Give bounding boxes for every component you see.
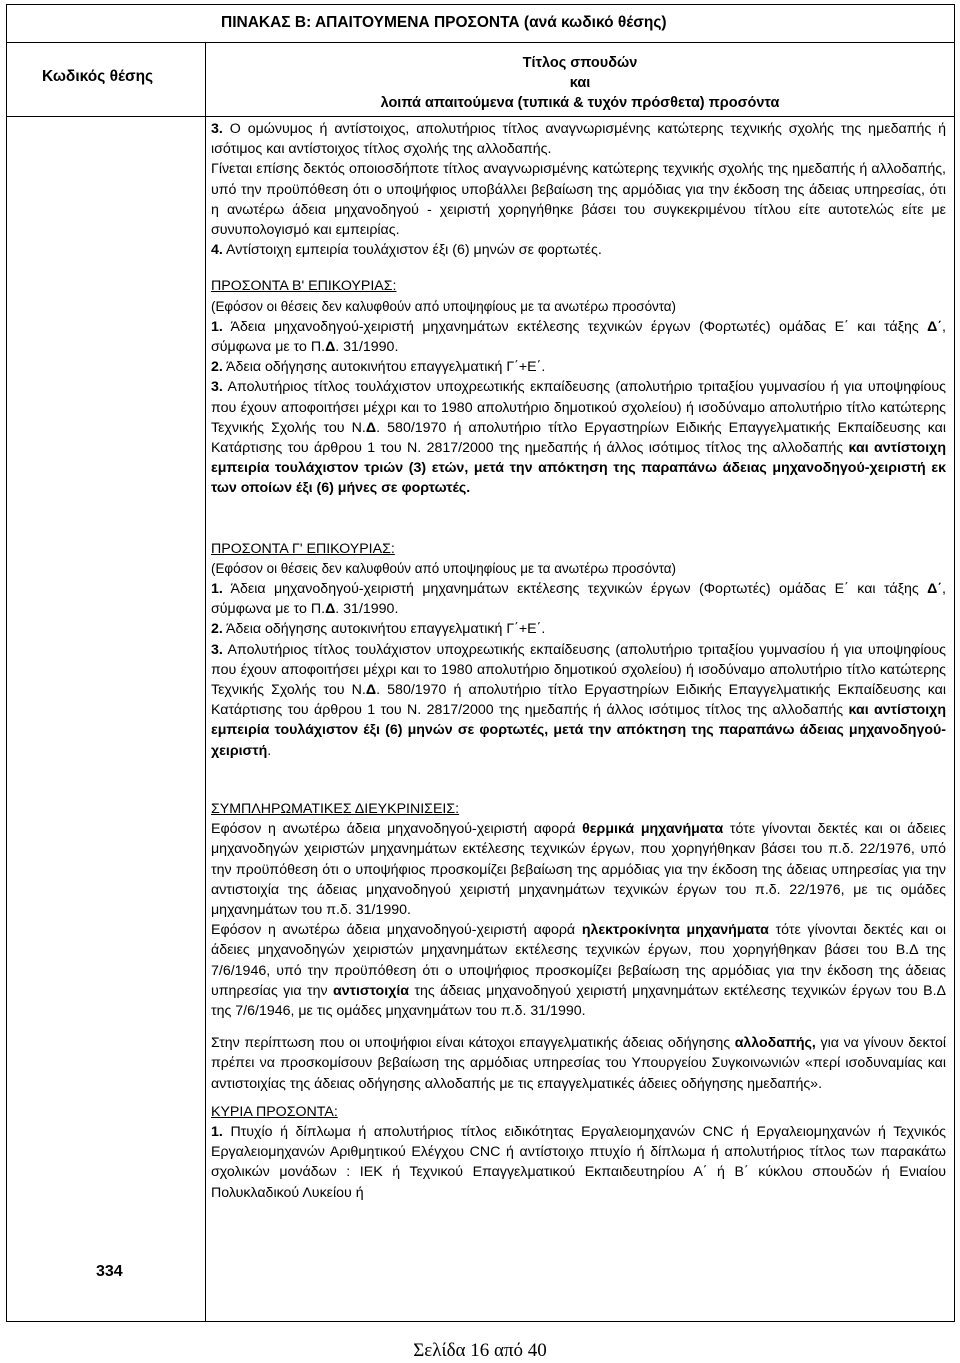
item-number: 3. (211, 379, 223, 396)
item-text: της άδειας μηχανοδηγού χειριστή μηχανημάτων εκτέλεσης τεχνικών έργων του Β.Δ της 7/6/1946, με τις ομάδες μηχανημάτων του π.δ. 31/1990. (211, 982, 946, 1019)
item-text: . (267, 742, 272, 759)
column-header-code: Κωδικός θέσης (42, 68, 154, 85)
requirements-text (211, 119, 946, 1203)
note-c: (Εφόσον οι θέσεις δεν καλυφθούν από υποψηφίους με τα ανωτέρω προσόντα) (211, 560, 677, 576)
item-number: 3. (211, 121, 223, 137)
page-label: Σελίδα (413, 1340, 466, 1361)
item-text: Εφόσον η ανωτέρω άδεια μηχανοδηγού-χειριστή αφορά (211, 922, 582, 939)
item-text-bold: Δ (325, 601, 336, 618)
heading-main-qualifications: ΚΥΡΙΑ ΠΡΟΣΟΝΤΑ: (211, 1103, 338, 1120)
item-text-bold: και αντίστοιχη εμπειρία τουλάχιστον έξι (6) μηνών σε φορτωτές, μετά την απόκτηση της παραπάνω άδειας μηχανοδηγού-χειριστή (211, 702, 946, 759)
k-item-1 (211, 1122, 946, 1203)
page-of-label: από (493, 1340, 524, 1361)
c-item-1 (211, 579, 946, 619)
item-text: Άδεια μηχανοδηγού-χειριστή μηχανημάτων εκτέλεσης τεχνικών έργων (Φορτωτές) ομάδας Ε΄ και τάξης (222, 581, 928, 598)
heading-c-auxiliary: ΠΡΟΣΟΝΤΑ Γ' ΕΠΙΚΟΥΡΙΑΣ: (211, 540, 395, 557)
page-footer (0, 1340, 960, 1362)
header-line-2: και (569, 75, 591, 91)
c-item-2 (211, 619, 946, 639)
item-text: , σύμφωνα με το Π. (211, 318, 946, 356)
page-number: 16 (470, 1340, 490, 1361)
item-4 (211, 240, 946, 260)
item-text-bold: Δ΄ (927, 581, 943, 598)
item-text: Ο ομώνυμος ή αντίστοιχος, απολυτήριος τίτλος αναγνωρισμένης κατώτερης τεχνικής σχολής της ημεδαπής ή ισότιμος και αντίστοιχος τίτλος σχολής της αλλοδαπής. (211, 121, 946, 158)
item-number: 4. (211, 242, 223, 259)
item-number: 2. (211, 621, 223, 638)
item-text: Απολυτήριος τίτλος τουλάχιστον υποχρεωτικής εκπαίδευσης (απολυτήριο τριταξίου γυμνασίου ή για υποψηφίους που έχουν αποφοιτήσει μέχρι και το 1980 απολυτήριο δημοτικού σχολείου) ή ισοδύναμο απολυτήριο τίτλο κατώτερης Τεχνικής Σχολής του Ν. (211, 379, 946, 436)
item-text: Άδεια οδήγησης αυτοκινήτου επαγγελματική Γ΄+Ε΄. (222, 359, 546, 376)
item-text: . 31/1990. (335, 339, 399, 356)
item-3 (211, 119, 946, 159)
title-divider (6, 42, 955, 43)
item-text-bold: αντιστοιχία (333, 982, 409, 999)
item-text: Στην περίπτωση που οι υποψήφιοι είναι κάτοχοι επαγγελματικής άδειας οδήγησης (211, 1035, 735, 1052)
item-text-bold: Δ (365, 419, 377, 436)
item-number: 3. (211, 641, 223, 658)
item-text: για να γίνουν δεκτοί πρέπει να προσκομίσουν βεβαίωση της αρμόδιας υπηρεσίας του Υπουργείου Συγκοινωνιών «περί ισοδυναμίας και αντιστοιχίας της άδειας οδήγησης αλλοδαπής με τις επαγγελματικές άδειες οδήγησης ημεδαπής». (211, 1035, 946, 1092)
item-text: Πτυχίο ή δίπλωμα ή απολυτήριος τίτλος ειδικότητας Εργαλειομηχανών CNC ή Εργαλειομηχανών ή Τεχνικός Εργαλειομηχανών Αριθμητικού Ελέγχου CNC ή αντίστοιχο πτυχίο ή δίπλωμα ή απολυτήριος τίτλος των παρακάτω σχολικών μονάδων : ΙΕΚ ή Τεχνικού Επαγγελματικού Εκπαιδευτηρίου Α΄ ή Β΄ κύκλου σπουδών ή Ενιαίου Πολυκλαδικού Λυκείου ή (211, 1123, 946, 1201)
item-text: Αντίστοιχη εμπειρία τουλάχιστον έξι (6) μηνών σε φορτωτές. (222, 242, 602, 259)
header-divider (6, 116, 955, 117)
item-number: 1. (211, 1123, 223, 1140)
table-title: ΠΙΝΑΚΑΣ Β: ΑΠΑΙΤΟΥΜΕΝΑ ΠΡΟΣΟΝΤΑ (ανά κωδικό θέσης) (221, 14, 667, 31)
item-text: τότε γίνονται δεκτές και οι άδειες μηχανοδηγών χειριστών μηχανημάτων εκτέλεσης τεχνικών έργων, που χορηγήθηκαν βάσει του Β.Δ της 7/6/1946, υπό την προϋπόθεση ότι ο υποψήφιος προσκομίζει βεβαίωση της αρμόδιας για την έκδοση της άδειας υπηρεσίας για την (211, 922, 946, 999)
header-line-1: Τίτλος σπουδών (522, 55, 638, 71)
item-3-extra: Γίνεται επίσης δεκτός οποιοσδήποτε τίτλος αναγνωρισμένης κατώτερης τεχνικής σχολής της ημεδαπής ή αλλοδαπής, υπό την προϋπόθεση ότι ο υποψήφιος υποβάλλει βεβαίωση της αρμόδιας για την έκδοση της άδειας υπηρεσίας, ότι η ανωτέρω άδεια μηχανοδηγού - χειριστή χορηγήθηκε βάσει του συγκεκριμένου τίτλου είτε αυτοτελώς είτε με συνυπολογισμό και εμπειρίας. (211, 161, 946, 239)
item-text: . 31/1990. (335, 601, 399, 618)
item-number: 2. (211, 359, 223, 376)
item-text: Άδεια μηχανοδηγού-χειριστή μηχανημάτων εκτέλεσης τεχνικών έργων (Φορτωτές) ομάδας Ε΄ και τάξης (222, 318, 928, 335)
item-number: 1. (211, 318, 223, 335)
item-text-bold: ηλεκτροκίνητα μηχανήματα (581, 922, 769, 939)
column-divider (205, 42, 206, 1322)
item-text-bold: αλλοδαπής, (734, 1035, 816, 1052)
column-header-requirements (211, 53, 949, 113)
c-item-3 (211, 640, 946, 761)
item-text: , σύμφωνα με το Π. (211, 581, 946, 618)
heading-clarifications: ΣΥΜΠΛΗΡΩΜΑΤΙΚΕΣ ΔΙΕΥΚΡΙΝΙΣΕΙΣ: (211, 800, 460, 817)
note-b: (Εφόσον οι θέσεις δεν καλυφθούν από υποψηφίους με τα ανωτέρω προσόντα) (211, 298, 677, 314)
item-number: 1. (211, 581, 223, 598)
b-item-2 (211, 357, 946, 377)
b-item-3 (211, 377, 946, 498)
item-text: τότε γίνονται δεκτές και οι άδειες μηχανοδηγών χειριστών μηχανημάτων εκτέλεσης τεχνικών έργων, που χορηγήθηκαν βάσει του π.δ. 22/1976, υπό την προϋπόθεση ότι ο υποψήφιος προσκομίζει βεβαίωση της αρμόδιας για την έκδοση της άδειας υπηρεσίας για την αντιστοιχία της άδειας μηχανοδηγού χειριστή μηχανημάτων τεχνικών έργων του π.δ. 22/1976, με τις ομάδες μηχανημάτων του π.δ. 31/1990. (211, 821, 947, 918)
position-code: 334 (96, 1263, 123, 1280)
b-item-1 (211, 317, 946, 357)
item-text: . 580/1970 ή απολυτήριο τίτλο Εργαστηρίων Ειδικής Επαγγελματικής Εκπαίδευσης και Κατάρτισης του άρθρου 1 του Ν. 2817/2000 της ημεδαπής ή άλλος ισότιμος τίτλος της αλλοδαπής (211, 682, 946, 719)
item-text-bold: θερμικά μηχανήματα (582, 821, 724, 838)
header-line-3: λοιπά απαιτούμενα (τυπικά & τυχόν πρόσθετα) προσόντα (380, 95, 780, 111)
item-text: Απολυτήριος τίτλος τουλάχιστον υποχρεωτικής εκπαίδευσης (απολυτήριο τριταξίου γυμνασίου ή για υποψηφίους που έχουν αποφοιτήσει μέχρι και το 1980 απολυτήριο δημοτικού σχολείου) ή ισοδύναμο απολυτήριο τίτλο κατώτερης Τεχνικής Σχολής του Ν. (211, 641, 946, 699)
heading-b-auxiliary: ΠΡΟΣΟΝΤΑ Β' ΕΠΙΚΟΥΡΙΑΣ: (211, 278, 397, 295)
clarification-foreign (211, 1033, 946, 1094)
item-text-bold: Δ΄ (927, 318, 943, 335)
item-text-bold: και αντίστοιχη εμπειρία τουλάχιστον τριών (3) ετών, μετά την απόκτηση της παραπάνω άδειας μηχανοδηγού-χειριστή εκ των οποίων έξι (6) μήνες σε φορτωτές. (211, 440, 946, 497)
item-text: . 580/1970 ή απολυτήριο τίτλο Εργαστηρίων Ειδικής Επαγγελματικής Εκπαίδευσης και Κατάρτισης του άρθρου 1 του Ν. 2817/2000 της ημεδαπής ή άλλος ισότιμος τίτλος της αλλοδαπής (211, 419, 946, 457)
clarification-electric (211, 920, 946, 1021)
item-text: Άδεια οδήγησης αυτοκινήτου επαγγελματική Γ΄+Ε΄. (222, 621, 546, 638)
page-total: 40 (527, 1340, 547, 1361)
item-text-bold: Δ (325, 339, 336, 356)
clarification-thermal (211, 819, 946, 920)
item-text-bold: Δ (365, 682, 377, 699)
item-text: Εφόσον η ανωτέρω άδεια μηχανοδηγού-χειριστή αφορά (211, 821, 583, 838)
